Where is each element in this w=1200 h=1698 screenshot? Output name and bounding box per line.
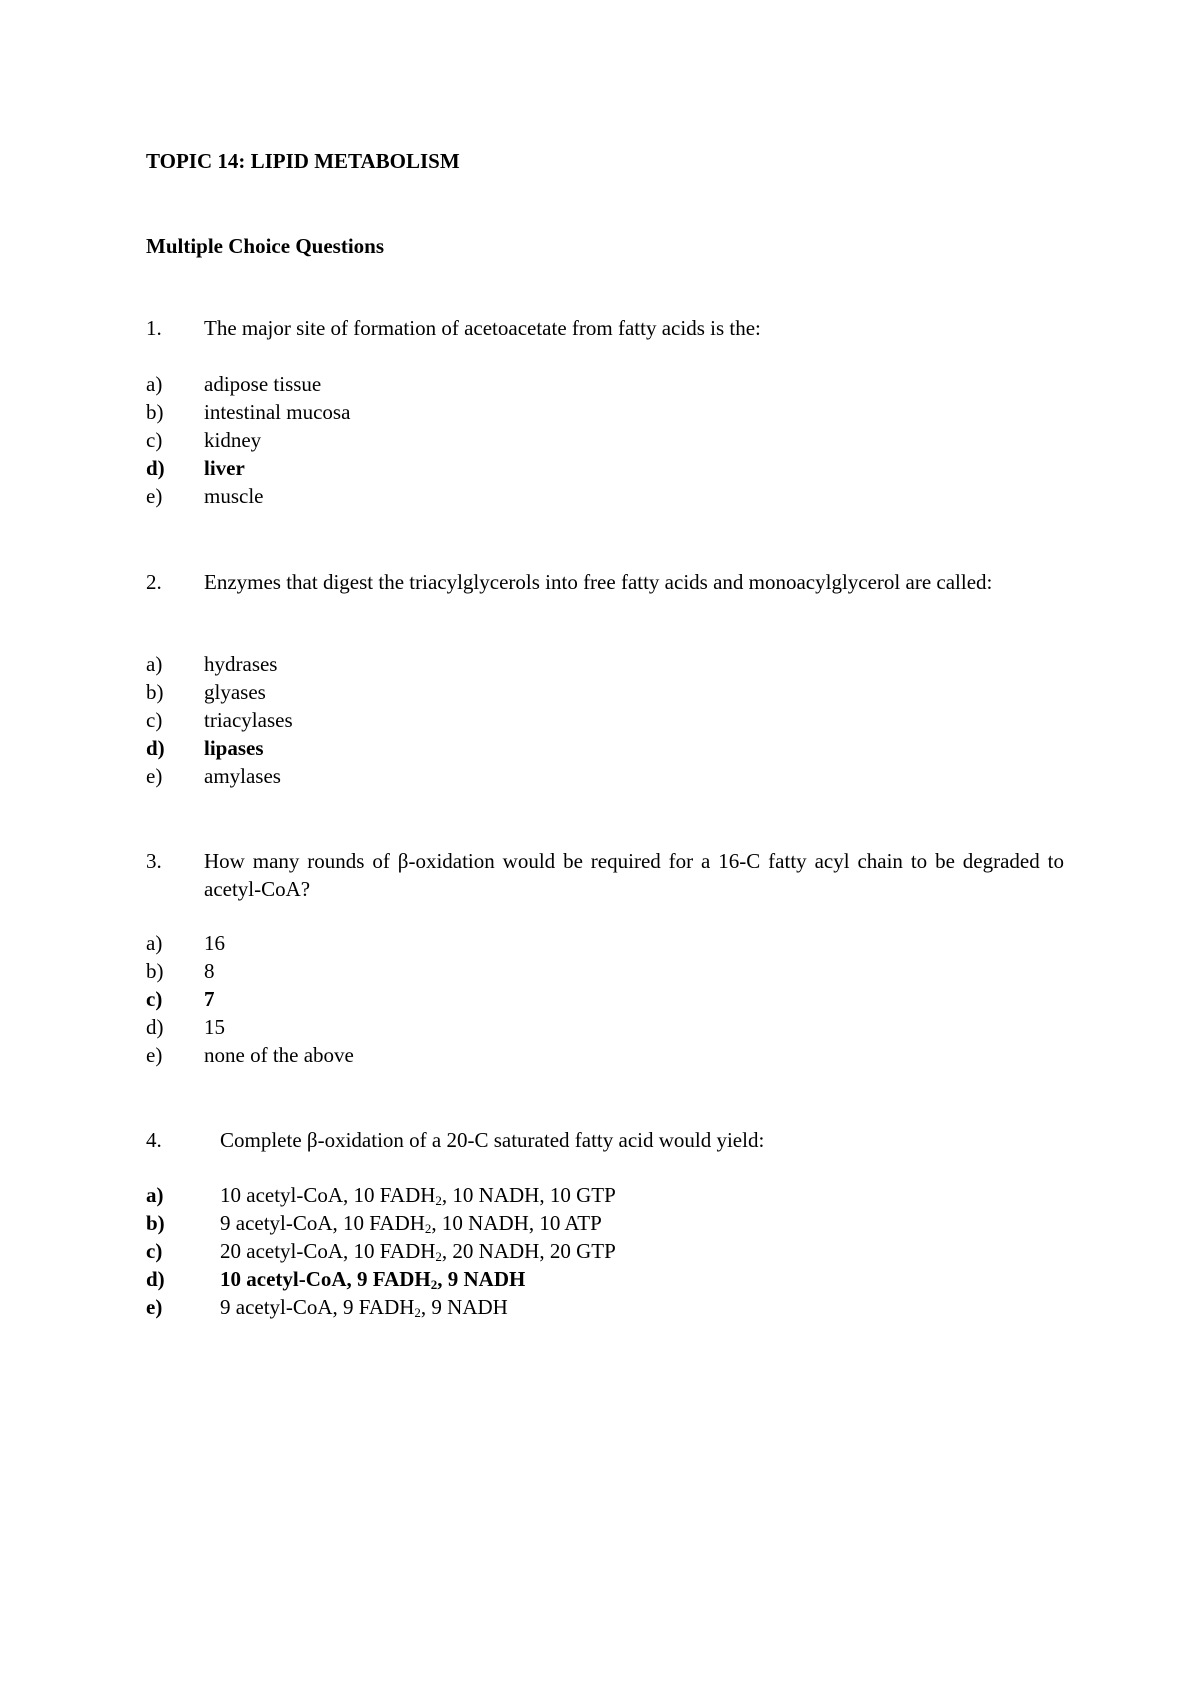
question-text: Enzymes that digest the triacylglycerols into free fatty acids and monoacylglycerol are called: [204, 570, 993, 594]
option-text: 10 acetyl-CoA, 9 $FADH_2$, 9 NADH [220, 1267, 526, 1292]
section-title: Multiple Choice Questions [146, 234, 385, 258]
option-text: kidney [204, 428, 262, 452]
topic-title: TOPIC 14: LIPID METABOLISM [146, 149, 460, 173]
option-text: 8 [204, 959, 215, 983]
option-label: c) [146, 987, 163, 1011]
question-text: How many rounds of β-oxidation would be required for a 16-C fatty acyl chain to be degraded to acetyl-CoA? [204, 849, 1064, 901]
option-label: a) [146, 1183, 164, 1207]
option-label: b) [146, 680, 164, 704]
option-label: a) [146, 931, 163, 955]
option-label: b) [146, 1211, 165, 1235]
option-text: 15 [204, 1015, 225, 1039]
option-label: b) [146, 959, 164, 983]
option-text: 9 acetyl-CoA, 9 $FADH_2$, 9 NADH [220, 1295, 508, 1320]
option-label: e) [146, 1295, 163, 1319]
question-number: 2. [146, 570, 162, 594]
option-label: a) [146, 652, 163, 676]
option-text: 20 acetyl-CoA, 10 $FADH_2$, 20 NADH, 20 GTP [220, 1239, 616, 1264]
question-text: Complete β-oxidation of a 20-C saturated fatty acid would yield: [220, 1128, 765, 1152]
option-label: e) [146, 764, 163, 788]
option-text: lipases [204, 736, 264, 760]
option-text: liver [204, 456, 245, 480]
option-label: c) [146, 708, 163, 732]
option-text: none of the above [204, 1043, 354, 1067]
question-number: 4. [146, 1128, 162, 1152]
option-text: triacylases [204, 708, 293, 732]
option-text: hydrases [204, 652, 278, 676]
option-label: e) [146, 1043, 163, 1067]
option-text: glyases [204, 680, 266, 704]
question-number: 3. [146, 849, 162, 873]
option-label: b) [146, 400, 164, 424]
option-label: c) [146, 428, 163, 452]
option-text: amylases [204, 764, 281, 788]
option-text: adipose tissue [204, 372, 322, 396]
option-text: muscle [204, 484, 264, 508]
option-label: e) [146, 484, 163, 508]
option-text: 7 [204, 987, 215, 1011]
option-label: d) [146, 1015, 164, 1039]
option-label: d) [146, 736, 165, 760]
option-label: c) [146, 1239, 163, 1263]
option-label: d) [146, 1267, 165, 1291]
option-text: intestinal mucosa [204, 400, 351, 424]
option-label: a) [146, 372, 163, 396]
option-text: 16 [204, 931, 225, 955]
option-text: 9 acetyl-CoA, 10 $FADH_2$, 10 NADH, 10 ATP [220, 1211, 602, 1236]
question-text: The major site of formation of acetoacetate from fatty acids is the: [204, 316, 761, 340]
question-number: 1. [146, 316, 162, 340]
option-label: d) [146, 456, 165, 480]
option-text: 10 acetyl-CoA, 10 $FADH_2$, 10 NADH, 10 GTP [220, 1183, 616, 1208]
